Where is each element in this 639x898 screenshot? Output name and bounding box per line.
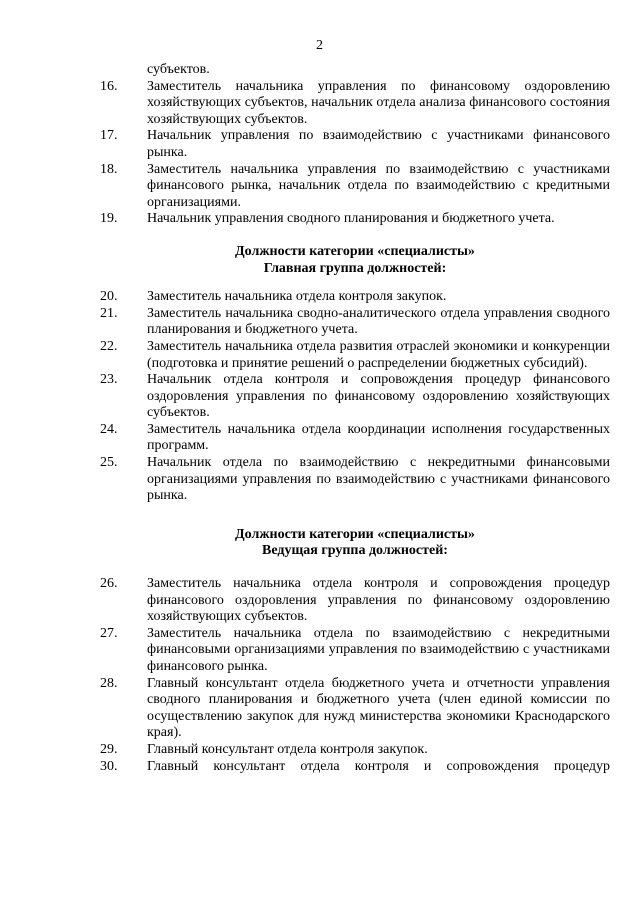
item-number: 21. (100, 305, 118, 321)
item-number: 24. (100, 421, 118, 437)
list-item (100, 79, 610, 129)
item-number: 28. (100, 675, 118, 691)
continuation-text: субъектов. (147, 62, 210, 77)
item-text: Главный консультант отдела контроля и сопровождения процедур (147, 758, 610, 774)
list-item (100, 372, 610, 422)
list-group-b (100, 289, 610, 505)
list-item (100, 128, 610, 161)
item-text: Начальник управления по взаимодействию с участниками финансового рынка. (147, 128, 610, 160)
item-number: 29. (100, 741, 118, 757)
item-text: Заместитель начальника управления по финансовому оздоровлению хозяйствующих субъектов, начальник отдела анализа финансового состояния хозяйствующих субъектов. (147, 78, 610, 127)
item-number: 22. (100, 338, 118, 354)
item-number: 25. (100, 455, 118, 471)
item-number: 19. (100, 211, 118, 227)
list-item (100, 742, 610, 759)
list-item (100, 339, 610, 372)
section-heading-category: Должности категории «специалисты» (235, 526, 475, 542)
item-number: 26. (100, 576, 118, 592)
item-number: 27. (100, 625, 118, 641)
list-item (100, 676, 610, 742)
item-text: Заместитель начальника отдела координации исполнения государственных программ. (147, 421, 610, 454)
item-text: Начальник отдела по взаимодействию с некредитными финансовыми организациями управления по взаимодействию с участниками финансового рынка. (147, 455, 610, 504)
list-item (100, 289, 610, 306)
list-item (100, 626, 610, 676)
item-number: 23. (100, 372, 118, 388)
item-text: Заместитель начальника управления по взаимодействию с участниками финансового рынка, начальник отдела по взаимодействию с кредитными организациями. (147, 161, 610, 210)
item-number: 30. (100, 758, 118, 774)
list-item (100, 306, 610, 339)
item-text: Начальник управления сводного планирования и бюджетного учета. (147, 211, 555, 227)
item-text: Заместитель начальника отдела контроля и сопровождения процедур финансового оздоровления управления по финансовому оздоровлению хозяйствующих субъектов. (147, 576, 610, 625)
list-item (100, 211, 610, 228)
list-item (100, 576, 610, 626)
item-text: Главный консультант отдела контроля закупок. (147, 741, 428, 757)
item-text: Начальник отдела контроля и сопровождения процедур финансового оздоровления управления по финансовому оздоровлению хозяйствующих субъектов. (147, 372, 610, 421)
section-heading-group: Ведущая группа должностей: (262, 543, 448, 559)
item-number: 16. (100, 78, 118, 94)
list-item (100, 759, 610, 776)
section-heading-group: Главная группа должностей: (263, 260, 447, 276)
list-group-a (100, 79, 610, 228)
page-number: 2 (316, 38, 323, 53)
item-text: Главный консультант отдела бюджетного учета и отчетности управления сводного планирования и бюджетного учета (член единой комиссии по осуществлению закупок для нужд министерства экономики Краснодарского края). (147, 675, 610, 741)
item-text: Заместитель начальника отдела контроля закупок. (147, 289, 447, 305)
item-number: 20. (100, 289, 118, 305)
document-body (100, 62, 610, 775)
list-item (100, 162, 610, 212)
item-text: Заместитель начальника отдела по взаимодействию с некредитными финансовыми организациями управления по взаимодействию с участниками финансового рынка. (147, 625, 610, 674)
list-item (100, 422, 610, 455)
item-number: 18. (100, 161, 118, 177)
item-text: Заместитель начальника отдела развития отраслей экономики и конкуренции (подготовка и принятие решений о распределении бюджетных субсидий). (147, 338, 610, 371)
list-item (100, 455, 610, 505)
item-number: 17. (100, 128, 118, 144)
item-text: Заместитель начальника сводно-аналитического отдела управления сводного планирования и бюджетного учета. (147, 305, 610, 338)
list-group-c (100, 576, 610, 775)
section-heading-category: Должности категории «специалисты» (235, 243, 475, 259)
